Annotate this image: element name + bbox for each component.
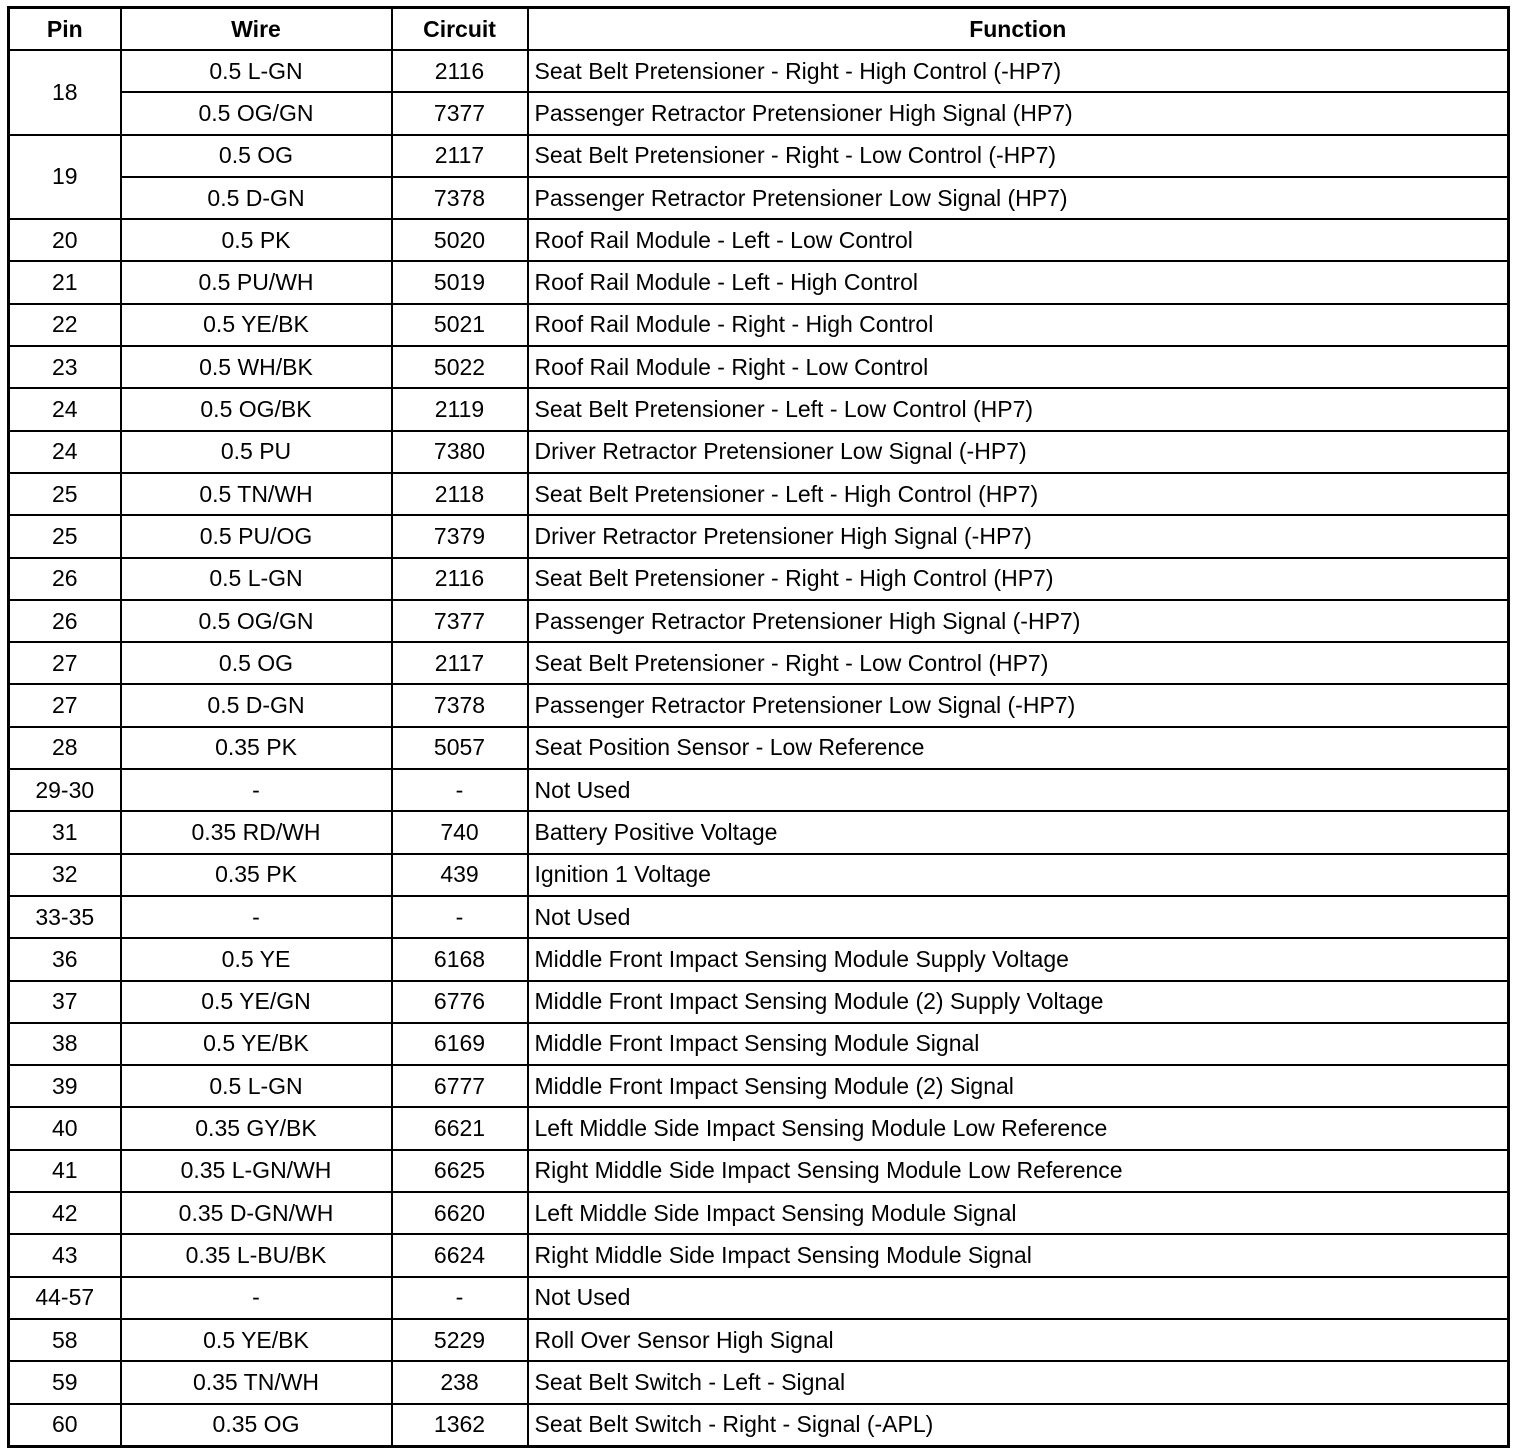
table-row	[9, 1319, 1509, 1361]
circuit-cell: 7377	[392, 600, 528, 642]
wire-cell: 0.35 RD/WH	[121, 811, 392, 853]
function-cell: Right Middle Side Impact Sensing Module Low Reference	[528, 1150, 1509, 1192]
table-row	[9, 219, 1509, 261]
pin-cell: 20	[9, 219, 121, 261]
pin-cell: 42	[9, 1192, 121, 1234]
table-row	[9, 346, 1509, 388]
function-cell: Seat Belt Pretensioner - Right - High Control (-HP7)	[528, 50, 1509, 92]
circuit-cell: 6625	[392, 1150, 528, 1192]
circuit-cell: 1362	[392, 1404, 528, 1447]
table-row	[9, 1404, 1509, 1447]
pin-cell: 38	[9, 1023, 121, 1065]
circuit-cell: 5229	[392, 1319, 528, 1361]
wire-cell: 0.35 D-GN/WH	[121, 1192, 392, 1234]
pin-cell: 59	[9, 1361, 121, 1403]
wire-cell: 0.5 YE/BK	[121, 1023, 392, 1065]
pin-cell: 19	[9, 135, 121, 220]
table-body	[9, 50, 1509, 1446]
circuit-cell: 6624	[392, 1234, 528, 1276]
pin-cell: 60	[9, 1404, 121, 1447]
pin-cell: 43	[9, 1234, 121, 1276]
circuit-cell: 5057	[392, 727, 528, 769]
wire-cell: -	[121, 1277, 392, 1319]
circuit-cell: 740	[392, 811, 528, 853]
wire-cell: 0.5 D-GN	[121, 684, 392, 726]
table-row	[9, 304, 1509, 346]
table-row	[9, 981, 1509, 1023]
circuit-cell: 238	[392, 1361, 528, 1403]
table-row	[9, 431, 1509, 473]
function-cell: Passenger Retractor Pretensioner Low Signal (-HP7)	[528, 684, 1509, 726]
function-cell: Ignition 1 Voltage	[528, 854, 1509, 896]
function-cell: Not Used	[528, 896, 1509, 938]
wire-cell: 0.5 OG/GN	[121, 92, 392, 134]
circuit-cell: 6621	[392, 1107, 528, 1149]
pin-cell: 33-35	[9, 896, 121, 938]
pin-cell: 18	[9, 50, 121, 135]
table-row	[9, 92, 1509, 134]
circuit-cell: -	[392, 1277, 528, 1319]
function-cell: Passenger Retractor Pretensioner High Signal (HP7)	[528, 92, 1509, 134]
wire-cell: 0.35 L-BU/BK	[121, 1234, 392, 1276]
wire-cell: 0.5 TN/WH	[121, 473, 392, 515]
pin-cell: 36	[9, 938, 121, 980]
pin-cell: 26	[9, 558, 121, 600]
wire-cell: 0.5 L-GN	[121, 1065, 392, 1107]
header-function: Function	[528, 8, 1509, 51]
function-cell: Middle Front Impact Sensing Module (2) Supply Voltage	[528, 981, 1509, 1023]
pin-cell: 41	[9, 1150, 121, 1192]
pin-cell: 24	[9, 431, 121, 473]
pin-cell: 32	[9, 854, 121, 896]
function-cell: Seat Belt Pretensioner - Right - Low Control (-HP7)	[528, 135, 1509, 177]
function-cell: Roof Rail Module - Left - High Control	[528, 261, 1509, 303]
pinout-table	[7, 6, 1510, 1448]
wire-cell: 0.5 D-GN	[121, 177, 392, 219]
wire-cell: 0.5 YE/GN	[121, 981, 392, 1023]
function-cell: Passenger Retractor Pretensioner High Signal (-HP7)	[528, 600, 1509, 642]
table-row	[9, 1361, 1509, 1403]
wire-cell: 0.35 TN/WH	[121, 1361, 392, 1403]
header-wire: Wire	[121, 8, 392, 51]
circuit-cell: 2116	[392, 50, 528, 92]
pin-cell: 27	[9, 642, 121, 684]
pin-cell: 22	[9, 304, 121, 346]
table-row	[9, 1234, 1509, 1276]
pin-cell: 27	[9, 684, 121, 726]
header-pin: Pin	[9, 8, 121, 51]
function-cell: Driver Retractor Pretensioner Low Signal (-HP7)	[528, 431, 1509, 473]
table-row	[9, 1065, 1509, 1107]
table-row	[9, 811, 1509, 853]
pin-cell: 31	[9, 811, 121, 853]
circuit-cell: 6776	[392, 981, 528, 1023]
circuit-cell: 6620	[392, 1192, 528, 1234]
function-cell: Left Middle Side Impact Sensing Module Signal	[528, 1192, 1509, 1234]
function-cell: Left Middle Side Impact Sensing Module Low Reference	[528, 1107, 1509, 1149]
function-cell: Driver Retractor Pretensioner High Signal (-HP7)	[528, 515, 1509, 557]
wire-cell: 0.5 PU	[121, 431, 392, 473]
wire-cell: -	[121, 769, 392, 811]
function-cell: Seat Belt Switch - Left - Signal	[528, 1361, 1509, 1403]
function-cell: Roof Rail Module - Right - High Control	[528, 304, 1509, 346]
circuit-cell: 2117	[392, 642, 528, 684]
table-row	[9, 1277, 1509, 1319]
function-cell: Battery Positive Voltage	[528, 811, 1509, 853]
table-row	[9, 1150, 1509, 1192]
function-cell: Roof Rail Module - Right - Low Control	[528, 346, 1509, 388]
circuit-cell: 5021	[392, 304, 528, 346]
circuit-cell: -	[392, 896, 528, 938]
circuit-cell: 2119	[392, 388, 528, 430]
circuit-cell: -	[392, 769, 528, 811]
wire-cell: 0.35 GY/BK	[121, 1107, 392, 1149]
table-row	[9, 727, 1509, 769]
pin-cell: 37	[9, 981, 121, 1023]
connector-pinout-document	[7, 6, 1510, 1448]
wire-cell: 0.5 PK	[121, 219, 392, 261]
pin-cell: 40	[9, 1107, 121, 1149]
function-cell: Seat Belt Pretensioner - Right - Low Control (HP7)	[528, 642, 1509, 684]
circuit-cell: 439	[392, 854, 528, 896]
pin-cell: 23	[9, 346, 121, 388]
table-row	[9, 473, 1509, 515]
function-cell: Roll Over Sensor High Signal	[528, 1319, 1509, 1361]
function-cell: Right Middle Side Impact Sensing Module Signal	[528, 1234, 1509, 1276]
header-row	[9, 8, 1509, 51]
function-cell: Middle Front Impact Sensing Module Supply Voltage	[528, 938, 1509, 980]
circuit-cell: 5022	[392, 346, 528, 388]
wire-cell: 0.5 L-GN	[121, 558, 392, 600]
pin-cell: 21	[9, 261, 121, 303]
table-row	[9, 50, 1509, 92]
wire-cell: -	[121, 896, 392, 938]
wire-cell: 0.35 PK	[121, 727, 392, 769]
function-cell: Roof Rail Module - Left - Low Control	[528, 219, 1509, 261]
function-cell: Seat Belt Switch - Right - Signal (-APL)	[528, 1404, 1509, 1447]
circuit-cell: 6777	[392, 1065, 528, 1107]
wire-cell: 0.5 PU/OG	[121, 515, 392, 557]
table-row	[9, 769, 1509, 811]
function-cell: Seat Belt Pretensioner - Left - High Control (HP7)	[528, 473, 1509, 515]
table-row	[9, 938, 1509, 980]
table-row	[9, 1192, 1509, 1234]
circuit-cell: 2117	[392, 135, 528, 177]
function-cell: Passenger Retractor Pretensioner Low Signal (HP7)	[528, 177, 1509, 219]
pin-cell: 29-30	[9, 769, 121, 811]
pin-cell: 24	[9, 388, 121, 430]
circuit-cell: 7379	[392, 515, 528, 557]
circuit-cell: 5020	[392, 219, 528, 261]
circuit-cell: 7377	[392, 92, 528, 134]
wire-cell: 0.5 YE/BK	[121, 304, 392, 346]
table-row	[9, 388, 1509, 430]
pin-cell: 58	[9, 1319, 121, 1361]
table-row	[9, 896, 1509, 938]
wire-cell: 0.35 L-GN/WH	[121, 1150, 392, 1192]
table-row	[9, 684, 1509, 726]
wire-cell: 0.35 PK	[121, 854, 392, 896]
table-row	[9, 558, 1509, 600]
circuit-cell: 7380	[392, 431, 528, 473]
circuit-cell: 7378	[392, 177, 528, 219]
wire-cell: 0.5 OG	[121, 642, 392, 684]
wire-cell: 0.5 OG/GN	[121, 600, 392, 642]
function-cell: Seat Belt Pretensioner - Left - Low Control (HP7)	[528, 388, 1509, 430]
header-circuit: Circuit	[392, 8, 528, 51]
circuit-cell: 2118	[392, 473, 528, 515]
pin-cell: 26	[9, 600, 121, 642]
function-cell: Not Used	[528, 769, 1509, 811]
function-cell: Seat Position Sensor - Low Reference	[528, 727, 1509, 769]
pin-cell: 25	[9, 515, 121, 557]
table-row	[9, 642, 1509, 684]
circuit-cell: 2116	[392, 558, 528, 600]
function-cell: Middle Front Impact Sensing Module Signal	[528, 1023, 1509, 1065]
table-row	[9, 1107, 1509, 1149]
pin-cell: 25	[9, 473, 121, 515]
pin-cell: 39	[9, 1065, 121, 1107]
table-row	[9, 600, 1509, 642]
wire-cell: 0.5 OG	[121, 135, 392, 177]
table-row	[9, 135, 1509, 177]
wire-cell: 0.5 WH/BK	[121, 346, 392, 388]
table-row	[9, 261, 1509, 303]
table-row	[9, 854, 1509, 896]
wire-cell: 0.5 OG/BK	[121, 388, 392, 430]
wire-cell: 0.5 YE	[121, 938, 392, 980]
wire-cell: 0.35 OG	[121, 1404, 392, 1447]
pin-cell: 44-57	[9, 1277, 121, 1319]
table-row	[9, 1023, 1509, 1065]
circuit-cell: 7378	[392, 684, 528, 726]
circuit-cell: 6169	[392, 1023, 528, 1065]
wire-cell: 0.5 YE/BK	[121, 1319, 392, 1361]
circuit-cell: 6168	[392, 938, 528, 980]
pin-cell: 28	[9, 727, 121, 769]
function-cell: Seat Belt Pretensioner - Right - High Control (HP7)	[528, 558, 1509, 600]
table-row	[9, 177, 1509, 219]
wire-cell: 0.5 PU/WH	[121, 261, 392, 303]
table-row	[9, 515, 1509, 557]
function-cell: Not Used	[528, 1277, 1509, 1319]
wire-cell: 0.5 L-GN	[121, 50, 392, 92]
circuit-cell: 5019	[392, 261, 528, 303]
function-cell: Middle Front Impact Sensing Module (2) Signal	[528, 1065, 1509, 1107]
